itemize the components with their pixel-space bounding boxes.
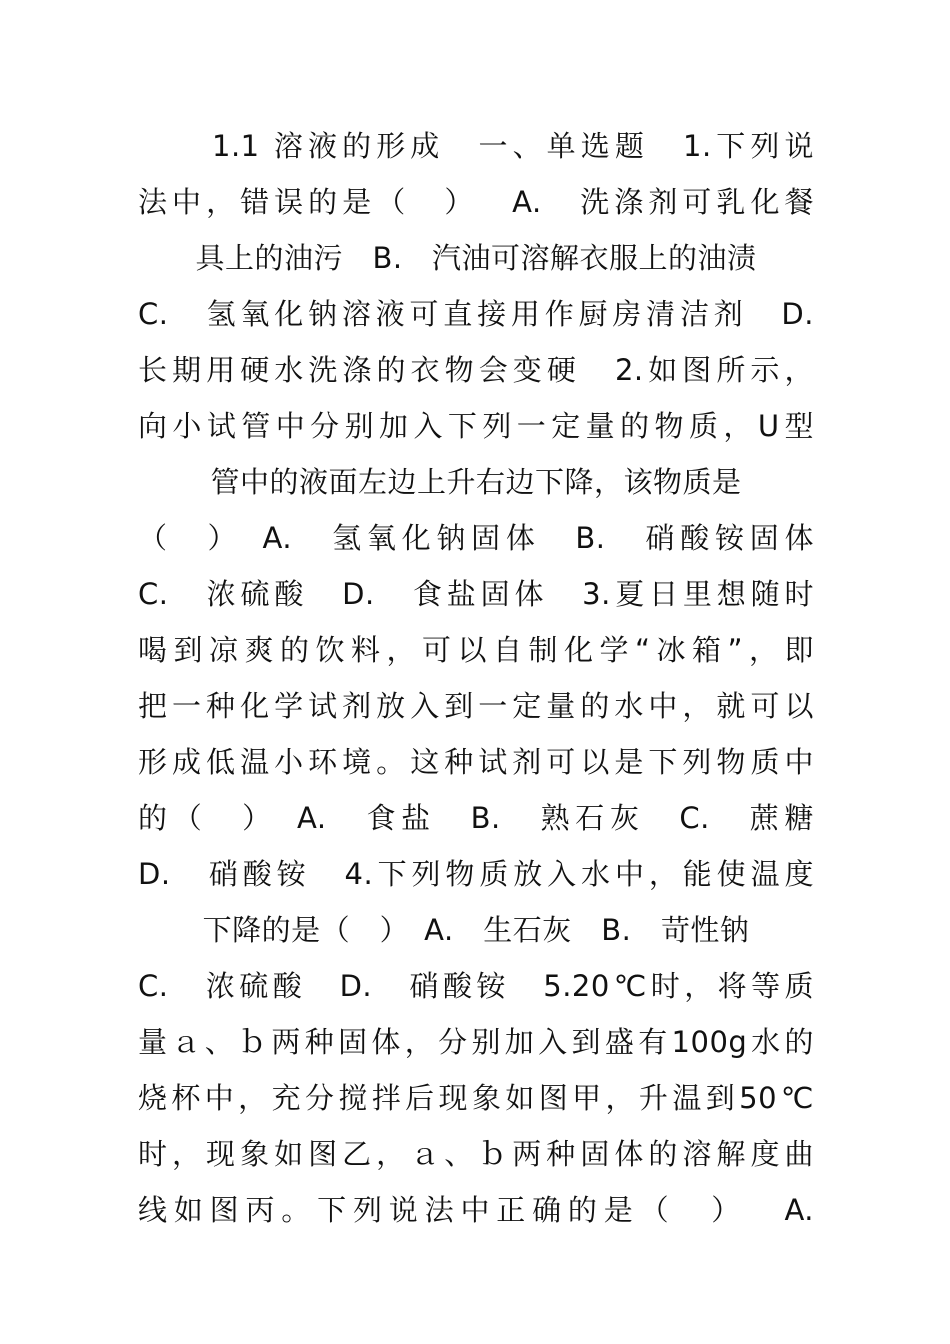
text-line: C. 浓硫酸 D. 硝酸铵 5.20℃时，将等质 xyxy=(138,969,814,1003)
text-line: 具上的油污 B. 汽油可溶解衣服上的油渍 xyxy=(195,241,757,275)
text-line: 形成低温小环境。这种试剂可以是下列物质中 xyxy=(138,745,814,779)
text-line: 时，现象如图乙，ａ、ｂ两种固体的溶解度曲 xyxy=(138,1137,814,1171)
text-line: C. 浓硫酸 D. 食盐固体 3.夏日里想随时 xyxy=(138,577,814,611)
text-line: 量ａ、ｂ两种固体，分别加入到盛有100g水的 xyxy=(138,1025,814,1059)
text-line: 向小试管中分别加入下列一定量的物质，U型 xyxy=(138,409,814,443)
text-line: 法中，错误的是（ ） A. 洗涤剂可乳化餐 xyxy=(138,185,814,219)
text-line: 线如图丙。下列说法中正确的是（ ） A. xyxy=(138,1193,814,1227)
text-line: 的（ ） A. 食盐 B. 熟石灰 C. 蔗糖 xyxy=(138,801,814,835)
text-line: 烧杯中，充分搅拌后现象如图甲，升温到50℃ xyxy=(138,1081,814,1115)
text-line: 管中的液面左边上升右边下降，该物质是 xyxy=(210,465,742,499)
text-line: D. 硝酸铵 4.下列物质放入水中，能使温度 xyxy=(138,857,814,891)
text-line: 把一种化学试剂放入到一定量的水中，就可以 xyxy=(138,689,814,723)
text-line: 下降的是（ ） A. 生石灰 B. 苛性钠 xyxy=(202,913,750,947)
text-line: （ ） A. 氢氧化钠固体 B. 硝酸铵固体 xyxy=(138,521,814,555)
text-line: C. 氢氧化钠溶液可直接用作厨房清洁剂 D. xyxy=(138,297,814,331)
text-line: 长期用硬水洗涤的衣物会变硬 2.如图所示， xyxy=(138,353,814,387)
text-line: 喝到凉爽的饮料，可以自制化学“冰箱”，即 xyxy=(138,633,814,667)
text-line: 1.1 溶液的形成 一、单选题 1.下列说 xyxy=(212,129,814,163)
